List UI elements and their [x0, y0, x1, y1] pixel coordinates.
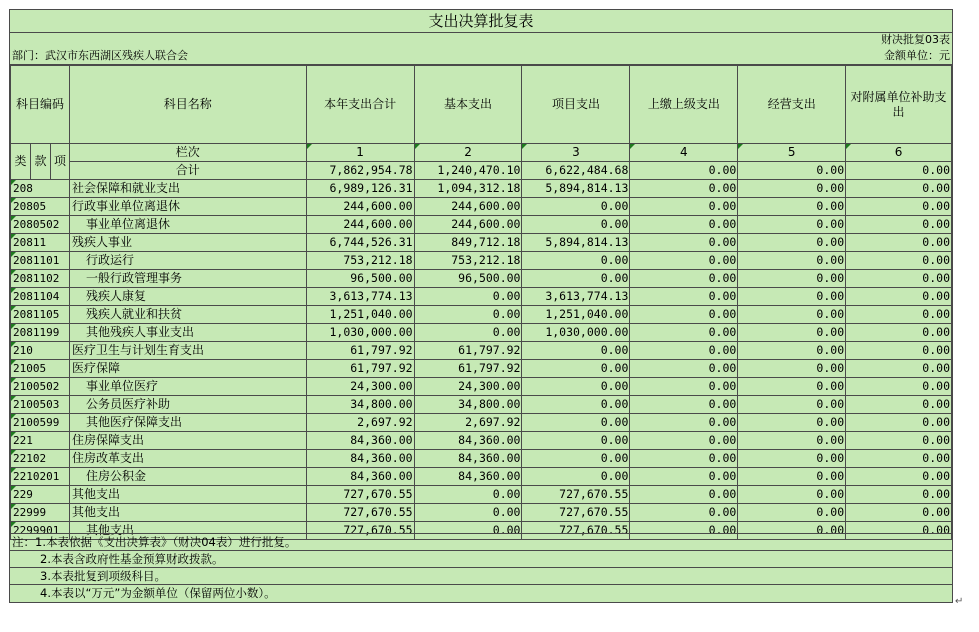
- amount-cell: 1,094,312.18: [414, 180, 522, 198]
- table-row: [11, 450, 952, 468]
- subject-name: 其他残疾人事业支出: [69, 324, 306, 342]
- amount-cell: 1,251,040.00: [522, 306, 630, 324]
- amount-cell: 61,797.92: [306, 360, 414, 378]
- amount-cell: 84,360.00: [414, 432, 522, 450]
- header-col-business: 经营支出: [738, 66, 846, 144]
- amount-cell: 0.00: [846, 306, 952, 324]
- amount-cell: 0.00: [846, 450, 952, 468]
- table-row: [11, 270, 952, 288]
- amount-cell: 2,697.92: [306, 414, 414, 432]
- amount-cell: 0.00: [414, 306, 522, 324]
- subject-code: [11, 216, 70, 234]
- amount-cell: 61,797.92: [414, 342, 522, 360]
- total-label: 合计: [69, 162, 306, 180]
- subject-name: 医疗卫生与计划生育支出: [69, 342, 306, 360]
- table-row: [11, 198, 952, 216]
- subject-name: 一般行政管理事务: [69, 270, 306, 288]
- amount-cell: 0.00: [738, 378, 846, 396]
- amount-cell: 0.00: [522, 252, 630, 270]
- subject-code: [11, 468, 70, 486]
- unit-label: 金额单位：元: [884, 49, 950, 62]
- cell-marker-icon: [738, 144, 743, 149]
- amount-cell: 96,500.00: [306, 270, 414, 288]
- subject-name: 社会保障和就业支出: [69, 180, 306, 198]
- header-kuan: 款: [30, 144, 50, 180]
- table-number: 财决批复03表: [881, 33, 950, 46]
- table-row: [11, 216, 952, 234]
- cell-marker-icon: [11, 450, 16, 455]
- subject-code-text: 2100503: [13, 398, 60, 411]
- amount-cell: 0.00: [522, 432, 630, 450]
- amount-cell: 0.00: [522, 378, 630, 396]
- header-code-group: 科目编码: [11, 66, 70, 144]
- cell-marker-icon: [846, 144, 851, 149]
- notes-block: [10, 533, 952, 601]
- amount-cell: 244,600.00: [306, 198, 414, 216]
- subject-code: [11, 270, 70, 288]
- total-value: 1,240,470.10: [414, 162, 522, 180]
- cell-marker-icon: [11, 216, 16, 221]
- subject-code-text: 2299901: [13, 524, 60, 537]
- note-line: 3.本表批复到项级科目。: [10, 567, 952, 584]
- table-row: [11, 378, 952, 396]
- amount-cell: 6,744,526.31: [306, 234, 414, 252]
- column-number: 2: [414, 144, 522, 162]
- amount-cell: 727,670.55: [306, 504, 414, 522]
- table-row: [11, 252, 952, 270]
- amount-cell: 0.00: [414, 288, 522, 306]
- cell-marker-icon: [11, 342, 16, 347]
- table-row: [11, 360, 952, 378]
- amount-cell: 0.00: [738, 522, 846, 540]
- amount-cell: 0.00: [738, 432, 846, 450]
- subject-name: 行政事业单位离退休: [69, 198, 306, 216]
- amount-cell: 0.00: [846, 432, 952, 450]
- subject-code-text: 2081101: [13, 254, 60, 267]
- department-row: [10, 48, 952, 65]
- amount-cell: 5,894,814.13: [522, 180, 630, 198]
- amount-cell: 0.00: [522, 414, 630, 432]
- cell-marker-icon: [11, 360, 16, 365]
- cell-marker-icon: [11, 522, 16, 527]
- subject-code-text: 21005: [13, 362, 47, 375]
- subject-code-text: 2081105: [13, 308, 60, 321]
- cell-marker-icon: [11, 324, 16, 329]
- subject-name: 残疾人康复: [69, 288, 306, 306]
- subject-code: [11, 486, 70, 504]
- amount-cell: 849,712.18: [414, 234, 522, 252]
- amount-cell: 0.00: [738, 180, 846, 198]
- subject-code: [11, 288, 70, 306]
- amount-cell: 0.00: [738, 270, 846, 288]
- amount-cell: 0.00: [846, 198, 952, 216]
- expenditure-approval-sheet: [9, 9, 953, 603]
- table-row: [11, 342, 952, 360]
- amount-cell: 96,500.00: [414, 270, 522, 288]
- note-line: 注：1.本表依据《支出决算表》（财决04表）进行批复。: [10, 533, 952, 550]
- table-row: [11, 306, 952, 324]
- amount-cell: 84,360.00: [306, 468, 414, 486]
- table-row: [11, 486, 952, 504]
- subject-name: 住房公积金: [69, 468, 306, 486]
- amount-cell: 0.00: [738, 234, 846, 252]
- column-number: 1: [306, 144, 414, 162]
- cell-marker-icon: [11, 486, 16, 491]
- amount-cell: 0.00: [630, 324, 738, 342]
- column-number: 6: [846, 144, 952, 162]
- amount-cell: 0.00: [414, 504, 522, 522]
- amount-cell: 0.00: [414, 486, 522, 504]
- note-line: 4.本表以“万元”为金额单位（保留两位小数）。: [10, 584, 952, 601]
- amount-cell: 0.00: [630, 486, 738, 504]
- subject-code: [11, 198, 70, 216]
- amount-cell: 0.00: [738, 450, 846, 468]
- lanci-row: [11, 144, 952, 162]
- note-line: 2.本表含政府性基金预算财政拨款。: [10, 550, 952, 567]
- subject-name: 残疾人就业和扶贫: [69, 306, 306, 324]
- table-row: [11, 504, 952, 522]
- cell-marker-icon: [11, 252, 16, 257]
- amount-cell: 0.00: [630, 450, 738, 468]
- amount-cell: 0.00: [846, 270, 952, 288]
- amount-cell: 0.00: [846, 360, 952, 378]
- cell-marker-icon: [11, 270, 16, 275]
- column-number: 5: [738, 144, 846, 162]
- amount-cell: 0.00: [738, 252, 846, 270]
- header-subject-name: 科目名称: [69, 66, 306, 144]
- amount-cell: 0.00: [630, 396, 738, 414]
- subject-code: [11, 324, 70, 342]
- cell-marker-icon: [630, 144, 635, 149]
- amount-cell: 0.00: [630, 252, 738, 270]
- subject-code-text: 2100599: [13, 416, 60, 429]
- amount-cell: 34,800.00: [306, 396, 414, 414]
- header-lei: 类: [11, 144, 31, 180]
- amount-cell: 0.00: [738, 324, 846, 342]
- amount-cell: 0.00: [846, 252, 952, 270]
- amount-cell: 753,212.18: [306, 252, 414, 270]
- table-row: [11, 180, 952, 198]
- cell-marker-icon: [11, 468, 16, 473]
- subject-code-text: 2210201: [13, 470, 60, 483]
- amount-cell: 753,212.18: [414, 252, 522, 270]
- amount-cell: 0.00: [738, 198, 846, 216]
- amount-cell: 0.00: [846, 504, 952, 522]
- amount-cell: 244,600.00: [306, 216, 414, 234]
- subject-code-text: 22102: [13, 452, 47, 465]
- cell-marker-icon: [11, 432, 16, 437]
- amount-cell: 0.00: [630, 468, 738, 486]
- subject-code-text: 2081199: [13, 326, 60, 339]
- amount-cell: 0.00: [630, 342, 738, 360]
- subject-name: 事业单位医疗: [69, 378, 306, 396]
- subject-code: [11, 234, 70, 252]
- subject-code-text: 229: [13, 488, 33, 501]
- amount-cell: 1,030,000.00: [522, 324, 630, 342]
- amount-cell: 0.00: [630, 234, 738, 252]
- subject-code-text: 210: [13, 344, 33, 357]
- subject-name: 其他医疗保障支出: [69, 414, 306, 432]
- amount-cell: 727,670.55: [522, 522, 630, 540]
- amount-cell: 0.00: [630, 198, 738, 216]
- cell-marker-icon: [11, 396, 16, 401]
- total-value: 0.00: [846, 162, 952, 180]
- amount-cell: 0.00: [630, 216, 738, 234]
- lanci-label: 栏次: [69, 144, 306, 162]
- subject-code-text: 208: [13, 182, 33, 195]
- cell-marker-icon: [11, 306, 16, 311]
- header-col-project: 项目支出: [522, 66, 630, 144]
- amount-cell: 3,613,774.13: [306, 288, 414, 306]
- cell-marker-icon: [11, 288, 16, 293]
- cell-marker-icon: [11, 234, 16, 239]
- amount-cell: 5,894,814.13: [522, 234, 630, 252]
- amount-cell: 0.00: [630, 378, 738, 396]
- cell-marker-icon: [415, 144, 420, 149]
- amount-cell: 0.00: [738, 288, 846, 306]
- table-row: [11, 414, 952, 432]
- cell-marker-icon: [11, 378, 16, 383]
- subject-code-text: 2081102: [13, 272, 60, 285]
- subject-name: 住房保障支出: [69, 432, 306, 450]
- amount-cell: 0.00: [738, 342, 846, 360]
- amount-cell: 0.00: [630, 432, 738, 450]
- amount-cell: 84,360.00: [306, 432, 414, 450]
- amount-cell: 0.00: [846, 288, 952, 306]
- amount-cell: 727,670.55: [522, 504, 630, 522]
- amount-cell: 727,670.55: [522, 486, 630, 504]
- header-col-total: 本年支出合计: [306, 66, 414, 144]
- amount-cell: 34,800.00: [414, 396, 522, 414]
- amount-cell: 727,670.55: [306, 522, 414, 540]
- subject-name: 其他支出: [69, 504, 306, 522]
- amount-cell: 2,697.92: [414, 414, 522, 432]
- total-value: 0.00: [630, 162, 738, 180]
- paragraph-mark-icon: ↵: [955, 596, 964, 607]
- cell-marker-icon: [11, 504, 16, 509]
- header-col-subsidy: 对附属单位补助支出: [846, 66, 952, 144]
- total-row: [11, 162, 952, 180]
- amount-cell: 61,797.92: [306, 342, 414, 360]
- department-label: 部门：武汉市东西湖区残疾人联合会: [12, 49, 188, 62]
- subject-code: [11, 252, 70, 270]
- subject-code: [11, 342, 70, 360]
- sheet-title: 支出决算批复表: [10, 10, 952, 33]
- column-number: 4: [630, 144, 738, 162]
- table-row: [11, 396, 952, 414]
- amount-cell: 24,300.00: [306, 378, 414, 396]
- amount-cell: 1,030,000.00: [306, 324, 414, 342]
- amount-cell: 0.00: [522, 468, 630, 486]
- table-row: [11, 234, 952, 252]
- amount-cell: 0.00: [846, 414, 952, 432]
- cell-marker-icon: [11, 180, 16, 185]
- amount-cell: 0.00: [846, 324, 952, 342]
- amount-cell: 0.00: [846, 468, 952, 486]
- subject-code: [11, 360, 70, 378]
- amount-cell: 0.00: [630, 504, 738, 522]
- amount-cell: 3,613,774.13: [522, 288, 630, 306]
- amount-cell: 727,670.55: [306, 486, 414, 504]
- cell-marker-icon: [522, 144, 527, 149]
- subject-name: 事业单位离退休: [69, 216, 306, 234]
- amount-cell: 0.00: [522, 396, 630, 414]
- amount-cell: 0.00: [846, 378, 952, 396]
- amount-cell: 0.00: [738, 360, 846, 378]
- amount-cell: 1,251,040.00: [306, 306, 414, 324]
- amount-cell: 0.00: [630, 306, 738, 324]
- total-value: 6,622,484.68: [522, 162, 630, 180]
- amount-cell: 244,600.00: [414, 198, 522, 216]
- amount-cell: 0.00: [846, 396, 952, 414]
- amount-cell: 0.00: [522, 198, 630, 216]
- amount-cell: 0.00: [846, 234, 952, 252]
- cell-marker-icon: [11, 198, 16, 203]
- subject-name: 公务员医疗补助: [69, 396, 306, 414]
- header-row: [11, 66, 952, 144]
- amount-cell: 0.00: [846, 342, 952, 360]
- amount-cell: 84,360.00: [306, 450, 414, 468]
- amount-cell: 0.00: [738, 486, 846, 504]
- subject-code-text: 22999: [13, 506, 47, 519]
- amount-cell: 0.00: [522, 270, 630, 288]
- subject-name: 残疾人事业: [69, 234, 306, 252]
- subject-name: 行政运行: [69, 252, 306, 270]
- subject-code: [11, 306, 70, 324]
- amount-cell: 0.00: [630, 180, 738, 198]
- amount-cell: 0.00: [738, 468, 846, 486]
- subject-name: 其他支出: [69, 522, 306, 540]
- header-col-upper: 上缴上级支出: [630, 66, 738, 144]
- subject-code: [11, 180, 70, 198]
- amount-cell: 0.00: [738, 216, 846, 234]
- subject-code-text: 2100502: [13, 380, 60, 393]
- subject-code-text: 2081104: [13, 290, 60, 303]
- subject-code: [11, 432, 70, 450]
- subject-code-text: 20805: [13, 200, 47, 213]
- cell-marker-icon: [11, 414, 16, 419]
- amount-cell: 0.00: [738, 414, 846, 432]
- subject-name: 住房改革支出: [69, 450, 306, 468]
- subject-name: 其他支出: [69, 486, 306, 504]
- table-row: [11, 432, 952, 450]
- amount-cell: 0.00: [522, 450, 630, 468]
- amount-cell: 0.00: [846, 180, 952, 198]
- amount-cell: 0.00: [846, 486, 952, 504]
- amount-cell: 0.00: [738, 504, 846, 522]
- subject-code-text: 221: [13, 434, 33, 447]
- amount-cell: 0.00: [522, 216, 630, 234]
- amount-cell: 0.00: [630, 360, 738, 378]
- subject-code: [11, 414, 70, 432]
- amount-cell: 0.00: [630, 522, 738, 540]
- header-xiang: 项: [50, 144, 69, 180]
- amount-cell: 0.00: [522, 342, 630, 360]
- subject-code-text: 2080502: [13, 218, 60, 231]
- header-col-basic: 基本支出: [414, 66, 522, 144]
- amount-cell: 0.00: [738, 396, 846, 414]
- cell-marker-icon: [307, 144, 312, 149]
- amount-cell: 0.00: [846, 522, 952, 540]
- amount-cell: 0.00: [630, 414, 738, 432]
- amount-cell: 0.00: [630, 288, 738, 306]
- column-number: 3: [522, 144, 630, 162]
- subject-code: [11, 450, 70, 468]
- amount-cell: 0.00: [414, 522, 522, 540]
- subject-code: [11, 396, 70, 414]
- subject-code: [11, 504, 70, 522]
- amount-cell: 0.00: [738, 306, 846, 324]
- total-value: 7,862,954.78: [306, 162, 414, 180]
- amount-cell: 0.00: [522, 360, 630, 378]
- expenditure-table: [10, 65, 952, 540]
- amount-cell: 61,797.92: [414, 360, 522, 378]
- amount-cell: 84,360.00: [414, 468, 522, 486]
- subject-name: 医疗保障: [69, 360, 306, 378]
- table-row: [11, 324, 952, 342]
- amount-cell: 6,989,126.31: [306, 180, 414, 198]
- amount-cell: 0.00: [630, 270, 738, 288]
- table-row: [11, 468, 952, 486]
- subject-code: [11, 378, 70, 396]
- table-row: [11, 288, 952, 306]
- subject-code-text: 20811: [13, 236, 47, 249]
- amount-cell: 0.00: [846, 216, 952, 234]
- total-value: 0.00: [738, 162, 846, 180]
- amount-cell: 24,300.00: [414, 378, 522, 396]
- amount-cell: 0.00: [414, 324, 522, 342]
- amount-cell: 244,600.00: [414, 216, 522, 234]
- amount-cell: 84,360.00: [414, 450, 522, 468]
